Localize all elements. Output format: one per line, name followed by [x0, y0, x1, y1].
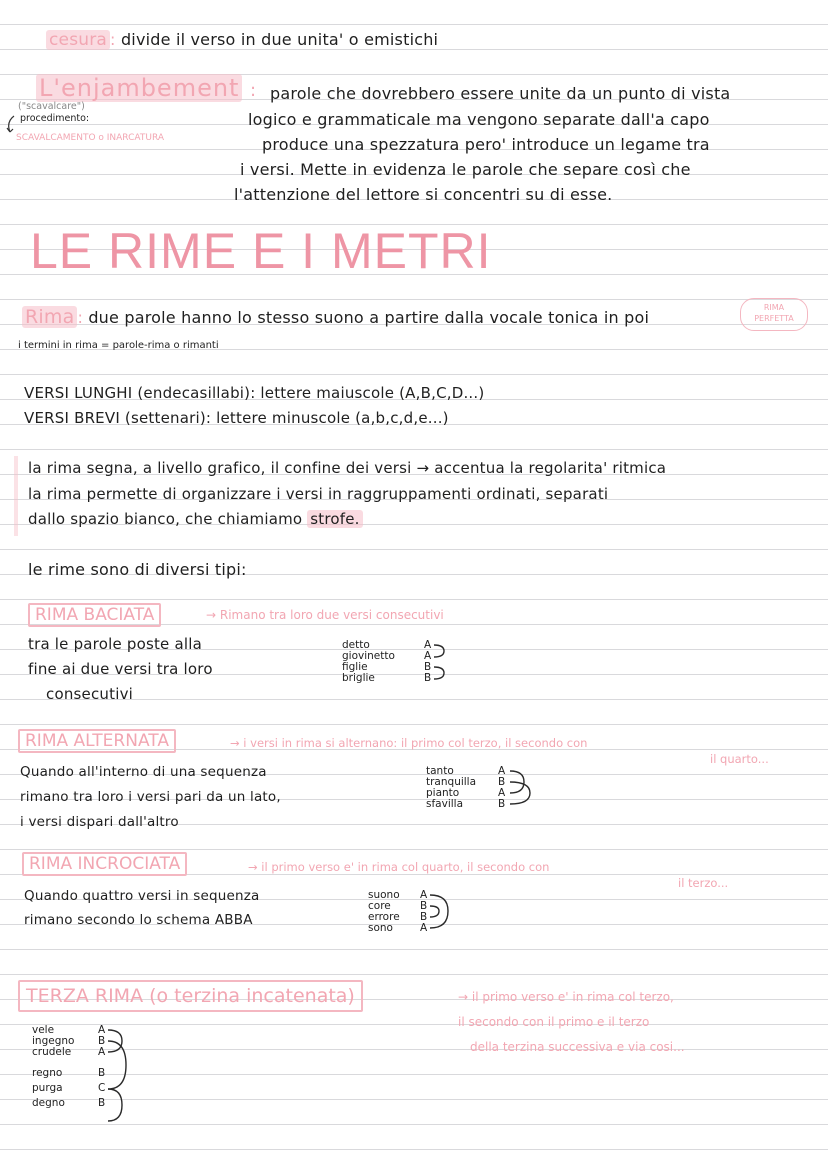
rhyme-bracket-icon	[432, 640, 452, 686]
scheme-row: sfavilla B	[426, 798, 506, 810]
rima-incrociata-arrow-text: → il primo verso e' in rima col quarto, il secondo con	[248, 860, 550, 874]
rima-alternata-scheme	[426, 766, 505, 810]
rima-perfetta-badge	[740, 298, 808, 331]
rima-baciata-scheme	[342, 640, 431, 684]
enjambement-synonyms: SCAVALCAMENTO o INARCATURA	[16, 133, 164, 143]
enjambement-side-quote: ("scavalcare")	[18, 101, 85, 112]
scheme-row: giovinetto A	[342, 650, 432, 662]
scheme-row: crudele A	[32, 1046, 106, 1058]
paragraph-line-3: dallo spazio bianco, che chiamiamo strofe.	[28, 510, 363, 528]
rima-alternata-desc-3: i versi dispari dall'altro	[20, 814, 179, 830]
cesura-line: cesura : divide il verso in due unita' o emistichi	[46, 30, 438, 50]
rima-alternata-arrow-text: → i versi in rima si alternano: il primo col terzo, il secondo con	[230, 736, 588, 750]
enjambement-line-1: parole che dovrebbero essere unite da un punto di vista	[270, 84, 731, 103]
enjambement-term: L'enjambement	[36, 74, 242, 102]
scheme-row: suono A	[368, 889, 428, 901]
rima-subnote: i termini in rima = parole-rima o rimanti	[18, 340, 219, 351]
scheme-row: errore B	[368, 911, 428, 923]
rima-baciata-title: RIMA BACIATA	[28, 603, 161, 627]
rima-incrociata-scheme	[368, 890, 427, 934]
scheme-row: tanto A	[426, 765, 506, 777]
scheme-row: tranquilla B	[426, 776, 506, 788]
rima-baciata-desc-3: consecutivi	[46, 685, 134, 703]
paragraph-line-1: la rima segna, a livello grafico, il confine dei versi → accentua la regolarita' ritmica	[28, 459, 667, 477]
rhyme-bracket-icon	[428, 890, 454, 936]
enjambement-line-2: logico e grammaticale ma vengono separate dall'a capo	[248, 110, 710, 129]
scheme-row: ingegno B	[32, 1035, 106, 1047]
scheme-row: detto A	[342, 639, 432, 651]
scheme-row: core B	[368, 900, 428, 912]
cesura-definition: divide il verso in due unita' o emistichi	[120, 30, 439, 49]
scheme-row: figlie B	[342, 661, 432, 673]
paragraph-line-2: la rima permette di organizzare i versi in raggruppamenti ordinati, separati	[28, 485, 609, 503]
terza-rima-scheme	[32, 1025, 105, 1109]
cesura-term: cesura	[46, 30, 110, 50]
scheme-row: briglie B	[342, 672, 432, 684]
rima-line: Rima : due parole hanno lo stesso suono a partire dalla vocale tonica in poi	[22, 306, 649, 328]
scheme-row: vele A	[32, 1024, 106, 1036]
scheme-row: degno B	[32, 1097, 106, 1109]
scheme-row: sono A	[368, 922, 428, 934]
enjambement-line-4: i versi. Mette in evidenza le parole che separe così che	[240, 160, 691, 179]
scheme-row: pianto A	[426, 787, 506, 799]
terza-rima-arrow-text-2: il secondo con il primo e il terzo	[458, 1015, 650, 1029]
badge-line-1: RIMA	[763, 303, 785, 312]
rima-incrociata-desc-1: Quando quattro versi in sequenza	[24, 888, 260, 904]
enjambement-line-5: l'attenzione del lettore si concentri su di esse.	[234, 185, 613, 204]
rima-baciata-desc-1: tra le parole poste alla	[28, 635, 202, 653]
rima-incrociata-title: RIMA INCROCIATA	[22, 852, 187, 876]
terza-rima-arrow-text: → il primo verso e' in rima col terzo,	[458, 990, 674, 1004]
strofe-highlight: strofe.	[307, 510, 362, 528]
rima-incrociata-desc-2: rimano secondo lo schema ABBA	[24, 912, 253, 928]
rima-incrociata-arrow-text-2: il terzo...	[678, 876, 729, 890]
scheme-row: regno B	[32, 1067, 106, 1079]
versi-lunghi: VERSI LUNGHI (endecasillabi): lettere maiuscole (A,B,C,D...)	[24, 384, 485, 402]
badge-line-2: PERFETTA	[754, 314, 794, 323]
rima-definition: due parole hanno lo stesso suono a partire dalla vocale tonica in poi	[88, 308, 650, 327]
rima-alternata-desc-2: rimano tra loro i versi pari da un lato,	[20, 789, 281, 805]
rima-alternata-arrow-text-2: il quarto...	[710, 752, 769, 766]
paragraph-side-bar	[14, 456, 18, 536]
rima-baciata-desc-2: fine ai due versi tra loro	[28, 660, 213, 678]
rima-baciata-arrow-text: → Rimano tra loro due versi consecutivi	[206, 608, 444, 622]
rima-alternata-title: RIMA ALTERNATA	[18, 729, 176, 753]
rhyme-bracket-icon	[508, 766, 534, 812]
terza-rima-arrow-text-3: della terzina successiva e via cosi...	[470, 1040, 685, 1054]
rhyme-bracket-icon	[106, 1025, 136, 1125]
types-intro: le rime sono di diversi tipi:	[28, 560, 247, 579]
enjambement-side-label: procedimento:	[20, 113, 90, 124]
versi-brevi: VERSI BREVI (settenari): lettere minuscole (a,b,c,d,e...)	[24, 409, 449, 427]
scheme-row: purga C	[32, 1082, 106, 1094]
rima-term: Rima	[22, 306, 77, 328]
page-title: LE RIME E I METRI	[30, 223, 492, 279]
rima-alternata-desc-1: Quando all'interno di una sequenza	[20, 764, 267, 780]
terza-rima-title: TERZA RIMA (o terzina incatenata)	[18, 980, 363, 1012]
enjambement-line-3: produce una spezzatura pero' introduce un legame tra	[262, 135, 710, 154]
